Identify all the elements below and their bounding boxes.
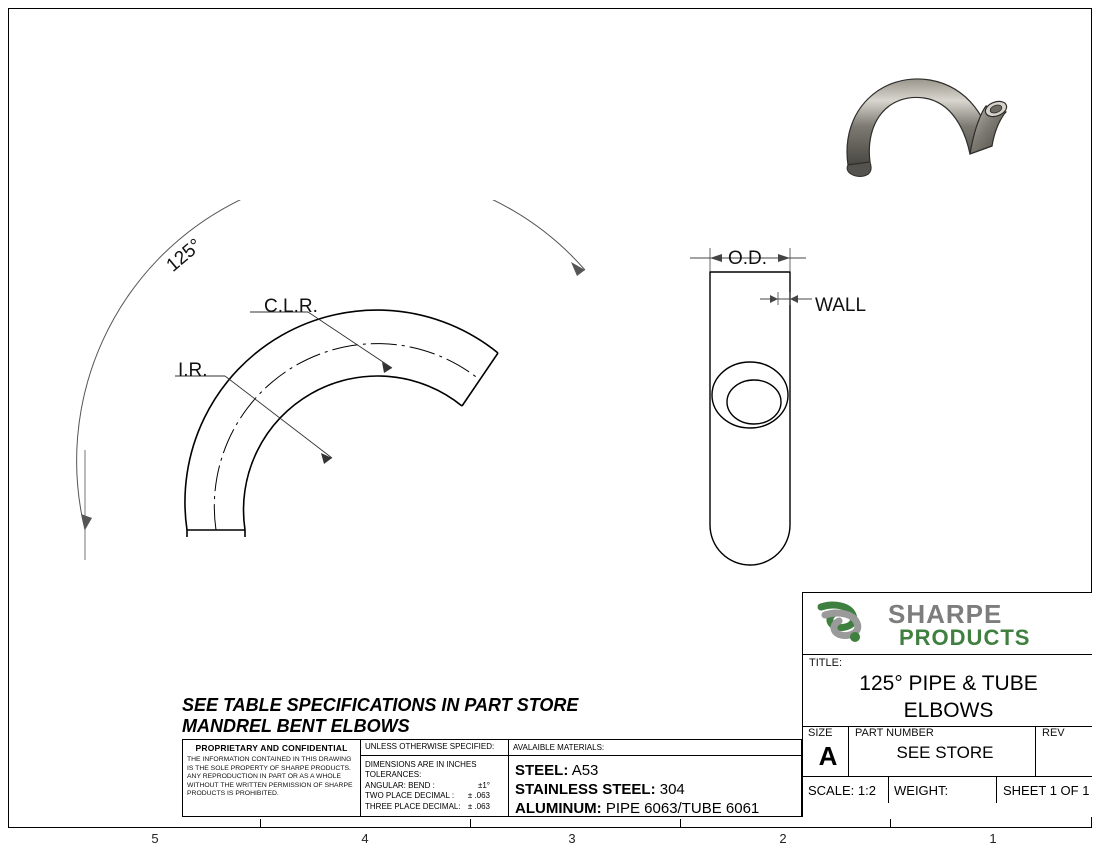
zone-tick — [680, 819, 681, 828]
tolerance-row-value: ± .063 — [467, 801, 490, 811]
company-logo — [803, 593, 1092, 655]
rev-caption: REV — [1042, 727, 1065, 739]
rev-cell — [1036, 727, 1092, 776]
tolerance-row — [365, 802, 504, 813]
zone-label-5: 5 — [151, 831, 159, 846]
scale-row — [803, 777, 1092, 803]
material-label: ALUMINUM: — [515, 800, 602, 817]
title-cell — [803, 655, 1092, 727]
proprietary-body: THE INFORMATION CONTAINED IN THIS DRAWING IS THE SOLE PROPERTY OF SHARPE PRODUCTS. ANY REPRODUCTION IN PART OR AS A WHOLE WITHOUT THE WRITTEN PERMISSION OF SHARPE PRODUCTS IS PROHIBITED. — [187, 756, 353, 798]
notes-line-2: MANDREL BENT ELBOWS — [182, 716, 410, 736]
part-row — [803, 727, 1092, 777]
svg-text:PRODUCTS: PRODUCTS — [899, 625, 1031, 650]
proprietary-cell — [183, 740, 361, 816]
zone-label-4: 4 — [361, 831, 369, 846]
wall-label: WALL — [815, 295, 867, 316]
material-value: PIPE 6063/TUBE 6061 — [605, 800, 760, 817]
material-row — [515, 799, 795, 818]
title-line-1: 125° PIPE & TUBE — [859, 672, 1038, 695]
material-label: STEEL: — [515, 762, 569, 779]
sheet-value: SHEET 1 OF 1 — [1003, 782, 1090, 798]
zone-tick — [470, 819, 471, 828]
specification-table — [182, 739, 802, 817]
size-caption: SIZE — [808, 727, 833, 739]
size-cell — [803, 727, 849, 776]
isometric-elbow-view — [820, 50, 1060, 210]
zone-label-2: 2 — [779, 831, 787, 846]
bend-profile-view — [40, 200, 660, 600]
zone-tick — [890, 819, 891, 828]
materials-body — [509, 756, 801, 823]
size-value: A — [818, 741, 838, 771]
tolerance-row-label: THREE PLACE DECIMAL: — [365, 801, 461, 811]
tolerance-row — [365, 791, 504, 802]
bend-profile-svg — [40, 200, 660, 600]
materials-cell — [509, 740, 801, 816]
zone-tick — [260, 819, 261, 828]
material-value: A53 — [571, 762, 599, 779]
part-number-value: SEE STORE — [896, 743, 994, 762]
tolerance-head: UNLESS OTHERWISE SPECIFIED: — [361, 740, 508, 756]
scale-value: SCALE: 1:2 — [803, 777, 889, 803]
clr-label: C.L.R. — [264, 296, 318, 317]
material-label: STAINLESS STEEL: — [515, 781, 656, 798]
ir-label: I.R. — [178, 360, 208, 381]
tolerance-row — [365, 781, 504, 792]
angle-label: 125° — [162, 234, 207, 277]
material-row — [515, 780, 795, 799]
zone-label-3: 3 — [568, 831, 576, 846]
tolerance-row-value: ±1° — [477, 780, 490, 790]
title-block — [802, 592, 1092, 817]
zone-label-1: 1 — [989, 831, 997, 846]
notes-heading — [182, 695, 578, 737]
materials-head: AVALAIBLE MATERIALS: — [509, 740, 801, 756]
proprietary-title: PROPRIETARY AND CONFIDENTIAL — [195, 743, 348, 753]
title-line-2: ELBOWS — [903, 699, 994, 722]
od-label: O.D. — [728, 248, 768, 269]
weight-value: WEIGHT: — [889, 777, 997, 803]
part-number-caption: PART NUMBER — [855, 727, 934, 739]
tolerance-label: TOLERANCES: — [365, 770, 422, 779]
tolerance-cell — [361, 740, 509, 816]
tolerance-units: DIMENSIONS ARE IN INCHES — [365, 759, 477, 769]
end-section-svg — [660, 200, 1040, 600]
svg-text:SHARPE: SHARPE — [888, 599, 1003, 629]
isometric-elbow-svg — [820, 50, 1060, 210]
tolerance-row-label: TWO PLACE DECIMAL : — [365, 791, 455, 800]
part-number-cell — [849, 727, 1036, 776]
tolerance-row-value: ± .063 — [467, 791, 490, 800]
material-value: 304 — [659, 781, 685, 798]
end-section-view — [660, 200, 1040, 600]
title-caption: TITLE: — [809, 657, 843, 669]
sharpe-logo-svg — [803, 593, 1092, 655]
tolerance-row-label: ANGULAR: BEND : — [365, 780, 435, 790]
material-row — [515, 761, 795, 780]
notes-line-1: SEE TABLE SPECIFICATIONS IN PART STORE — [182, 695, 579, 715]
